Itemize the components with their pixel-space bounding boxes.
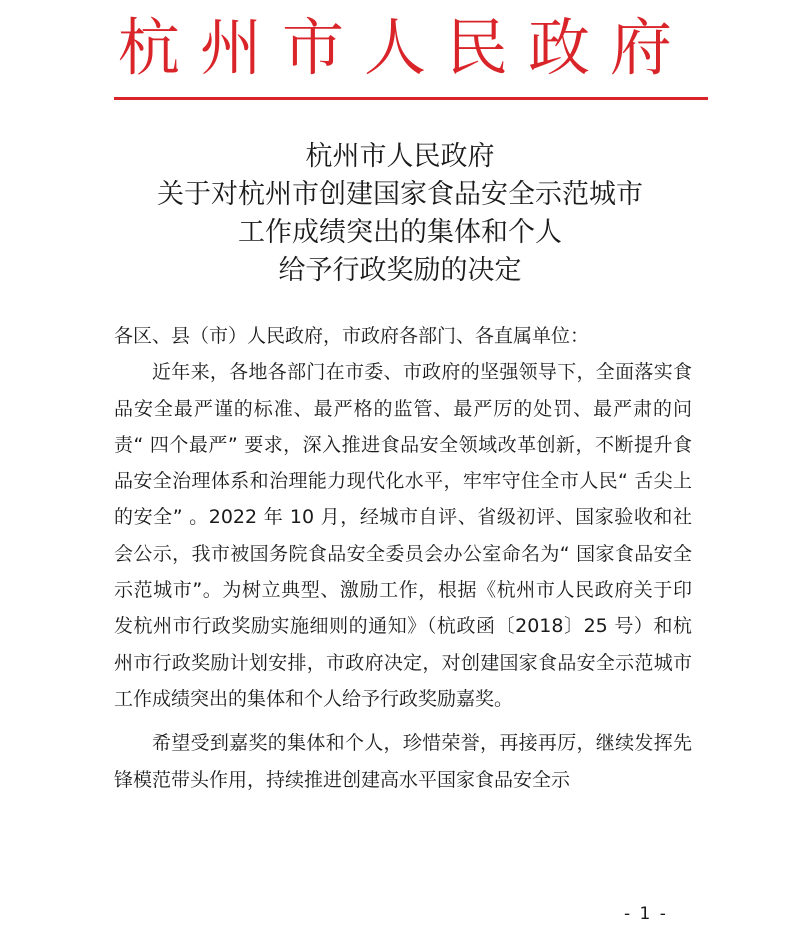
title-line-1: 杭州市人民政府 bbox=[305, 141, 495, 172]
document-title bbox=[0, 138, 800, 290]
page-number: - 1 - bbox=[624, 904, 668, 924]
addressee-line: 各区、县（市）人民政府，市政府各部门、各直属单位： bbox=[114, 325, 590, 347]
body-paragraph-1: 近年来，各地各部门在市委、市政府的坚强领导下，全面落实食品安全最严谨的标准、最严格的监管、最严厉的处罚、最严肃的问责“ 四个最严” 要求，深入推进食品安全领域改革创新，不断提升食品安全治理体系和治理能力现代化水平，牢牢守住全市人民“ 舌尖上的安全” 。2022 年 10 月，经城市自评、省级初评、国家验收和社会公示，我市被国务院食品安全委员会办公室命名为“ 国家食品安全示范城市”。为树立典型、激励工作，根据《杭州市人民政府关于印发杭州市行政奖励实施细则的通知》（杭政函〔2018〕25 号）和杭州市行政奖励计划安排，市政府决定，对创建国家食品安全示范城市工作成绩突出的集体和个人给予行政奖励嘉奖。 bbox=[114, 361, 692, 710]
body-paragraph-2: 希望受到嘉奖的集体和个人，珍惜荣誉，再接再厉，继续发挥先锋模范带头作用，持续推进创建高水平国家食品安全示 bbox=[114, 732, 692, 791]
masthead-org-name: 杭州市人民政府 bbox=[117, 11, 692, 84]
title-line-2: 关于对杭州市创建国家食品安全示范城市 bbox=[157, 179, 643, 210]
document-body bbox=[114, 318, 692, 798]
title-line-4: 给予行政奖励的决定 bbox=[278, 255, 522, 286]
title-line-3: 工作成绩突出的集体和个人 bbox=[238, 217, 562, 248]
masthead-red-rule bbox=[114, 97, 708, 100]
